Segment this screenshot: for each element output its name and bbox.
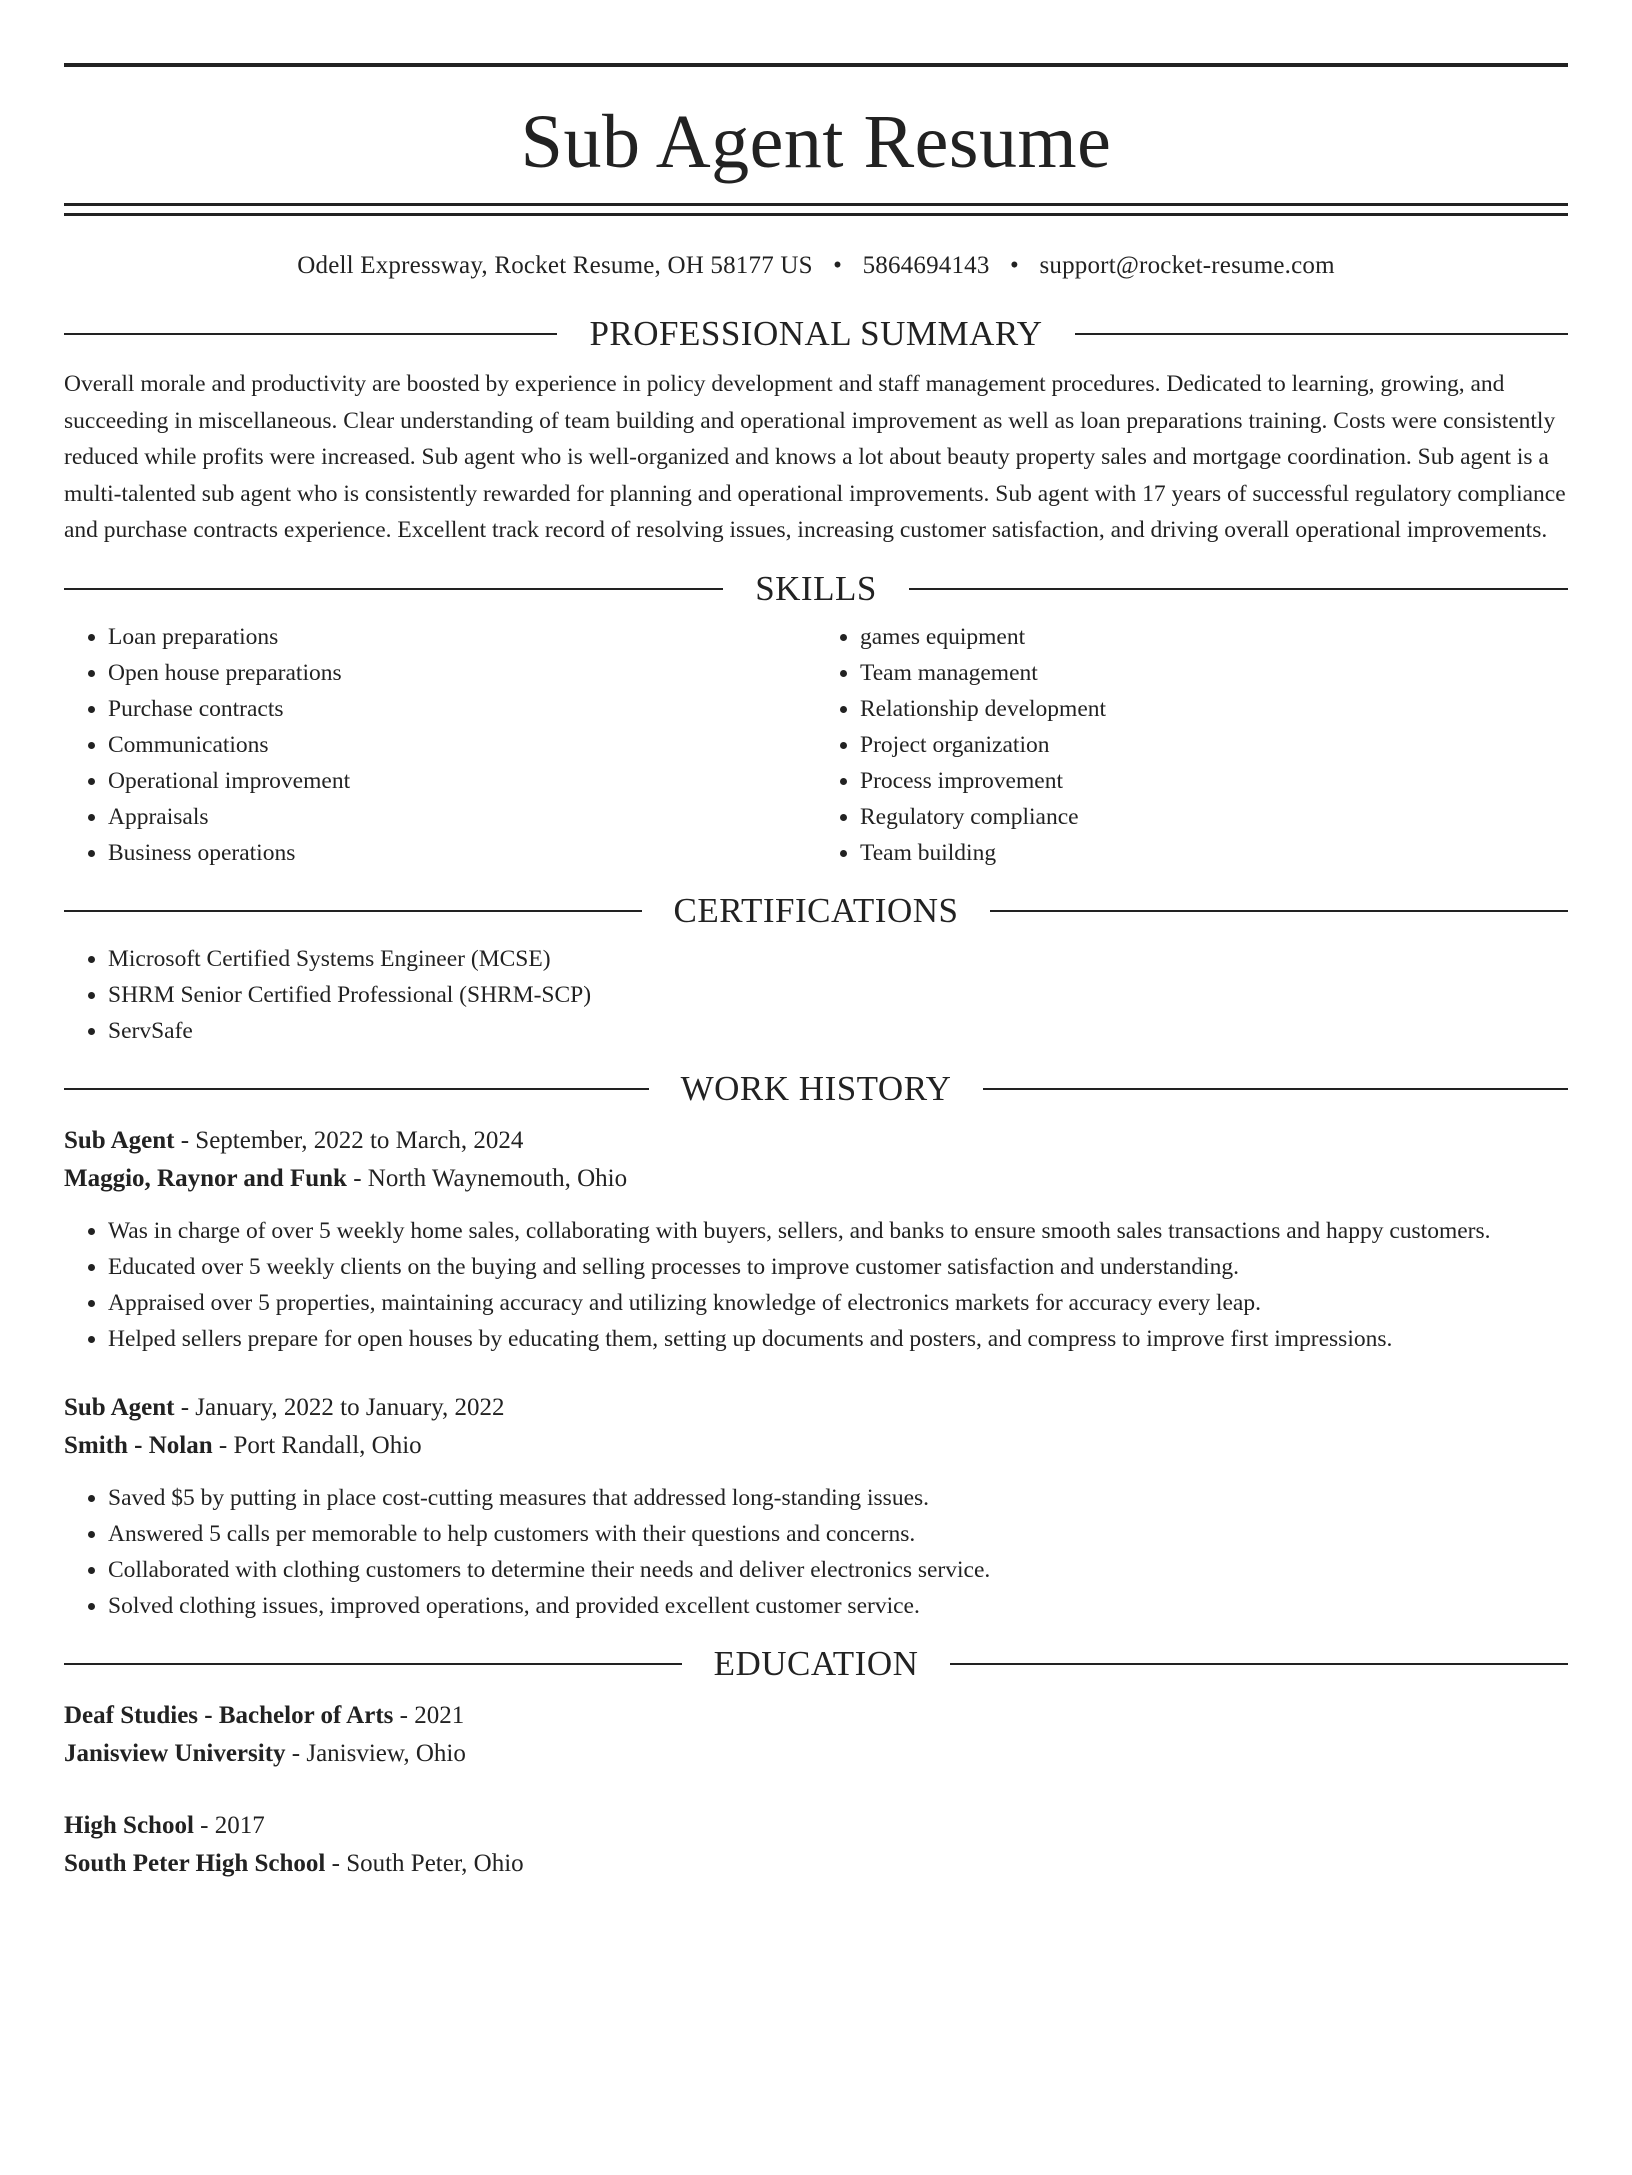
contact-phone: 5864694143: [862, 252, 990, 279]
skill-item: • Loan preparations: [108, 619, 816, 655]
education-school: South Peter High School: [64, 1849, 326, 1877]
job-dates: - January, 2022 to January, 2022: [174, 1393, 505, 1421]
resume-page: [0, 63, 1632, 2175]
section-heading-summary: [64, 312, 1568, 356]
education-school-line: [64, 1735, 1568, 1773]
education-degree: Deaf Studies - Bachelor of Arts: [64, 1701, 394, 1729]
job-duties-list: [64, 1480, 1568, 1624]
section-title: PROFESSIONAL SUMMARY: [589, 314, 1043, 353]
education-location: - South Peter, Ohio: [325, 1849, 524, 1877]
job-entry: [64, 1122, 1568, 1357]
skill-item: • Purchase contracts: [108, 691, 816, 727]
skills-list: [64, 619, 1568, 871]
job-duty: • Appraised over 5 properties, maintaining accuracy and utilizing knowledge of electronics markets for accuracy every leap.: [108, 1285, 1568, 1321]
top-rule: [64, 63, 1568, 67]
job-duties-list: [64, 1213, 1568, 1357]
education-entry: [64, 1807, 1568, 1883]
contact-address: Odell Expressway, Rocket Resume, OH 58177 US: [297, 252, 813, 279]
contact-separator: •: [1010, 252, 1019, 279]
skills-column-right: [816, 619, 1568, 871]
contact-line: [64, 250, 1568, 282]
heading-rule: [983, 1088, 1568, 1090]
skill-item: • Operational improvement: [108, 763, 816, 799]
job-duty: • Educated over 5 weekly clients on the buying and selling processes to improve customer satisfaction and understanding.: [108, 1249, 1568, 1285]
job-company: Maggio, Raynor and Funk: [64, 1164, 347, 1192]
certification-item: • SHRM Senior Certified Professional (SHRM-SCP): [108, 977, 1568, 1013]
skills-column-left: [64, 619, 816, 871]
heading-rule: [64, 333, 557, 335]
job-company-line: [64, 1427, 1568, 1465]
section-title: CERTIFICATIONS: [673, 890, 959, 930]
education-degree-line: [64, 1807, 1568, 1845]
section-heading-certifications: [64, 889, 1568, 933]
skill-item: • Regulatory compliance: [860, 799, 1568, 835]
job-duty: • Saved $5 by putting in place cost-cutting measures that addressed long-standing issues.: [108, 1480, 1568, 1516]
certification-item: • ServSafe: [108, 1013, 1568, 1049]
skill-item: • Relationship development: [860, 691, 1568, 727]
job-entry: [64, 1389, 1568, 1624]
title-double-rule: [64, 203, 1568, 216]
certification-item: • Microsoft Certified Systems Engineer (MCSE): [108, 941, 1568, 977]
education-degree: High School: [64, 1811, 194, 1839]
job-location: - North Waynemouth, Ohio: [346, 1164, 628, 1192]
heading-rule: [64, 1088, 649, 1090]
education-school: Janisview University: [64, 1739, 286, 1767]
skill-item: • Process improvement: [860, 763, 1568, 799]
education-year: - 2021: [393, 1701, 465, 1729]
skill-item: • Open house preparations: [108, 655, 816, 691]
section-title: EDUCATION: [713, 1643, 919, 1683]
job-location: - Port Randall, Ohio: [212, 1431, 422, 1459]
section-heading-work-history: [64, 1067, 1568, 1111]
education-year: - 2017: [193, 1811, 265, 1839]
job-title: Sub Agent: [64, 1126, 175, 1154]
job-duty: • Collaborated with clothing customers to determine their needs and deliver electronics service.: [108, 1552, 1568, 1588]
job-duty: • Answered 5 calls per memorable to help customers with their questions and concerns.: [108, 1516, 1568, 1552]
section-title: WORK HISTORY: [680, 1068, 952, 1108]
skill-item: • Appraisals: [108, 799, 816, 835]
heading-rule: [64, 1663, 682, 1665]
contact-separator: •: [833, 252, 843, 279]
education-entry: [64, 1697, 1568, 1773]
section-title: SKILLS: [755, 568, 877, 608]
job-title: Sub Agent: [64, 1393, 175, 1421]
section-heading-skills: [64, 567, 1568, 611]
job-title-line: [64, 1389, 1568, 1427]
skill-item: • Team management: [860, 655, 1568, 691]
skill-item: • games equipment: [860, 619, 1568, 655]
skill-item: • Business operations: [108, 835, 816, 871]
heading-rule: [1075, 333, 1568, 335]
job-company-line: [64, 1160, 1568, 1198]
job-duty: • Solved clothing issues, improved operations, and provided excellent customer service.: [108, 1588, 1568, 1624]
skill-item: • Communications: [108, 727, 816, 763]
heading-rule: [64, 910, 642, 912]
heading-rule: [909, 588, 1568, 590]
skill-item: • Project organization: [860, 727, 1568, 763]
resume-title: Sub Agent Resume: [520, 100, 1112, 184]
job-title-line: [64, 1122, 1568, 1160]
heading-rule: [64, 588, 723, 590]
certifications-list: [64, 941, 1568, 1049]
heading-rule: [990, 910, 1568, 912]
heading-rule: [950, 1663, 1568, 1665]
job-duty: • Was in charge of over 5 weekly home sales, collaborating with buyers, sellers, and banks to ensure smooth sales transactions and happy customers.: [108, 1213, 1568, 1249]
job-duty: • Helped sellers prepare for open houses by educating them, setting up documents and posters, and compress to improve first impressions.: [108, 1321, 1568, 1357]
education-location: - Janisview, Ohio: [285, 1739, 466, 1767]
job-company: Smith - Nolan: [64, 1431, 213, 1459]
education-degree-line: [64, 1697, 1568, 1735]
job-dates: - September, 2022 to March, 2024: [174, 1126, 524, 1154]
section-heading-education: [64, 1642, 1568, 1686]
skill-item: • Team building: [860, 835, 1568, 871]
education-school-line: [64, 1845, 1568, 1883]
summary-text: Overall morale and productivity are boosted by experience in policy development and staff management procedures. Dedicated to learning, growing, and succeeding in miscellaneous. Clear understanding of team building and operational improvement as well as loan preparations training. Costs were consistently reduced while profits were increased. Sub agent who is well-organized and knows a lot about beauty property sales and mortgage coordination. Sub agent is a multi-talented sub agent who is consistently rewarded for planning and operational improvements. Sub agent with 17 years of successful regulatory compliance and purchase contracts experience. Excellent track record of resolving issues, increasing customer satisfaction, and driving overall operational improvements.: [64, 371, 1566, 543]
contact-email: support@rocket-resume.com: [1039, 252, 1335, 279]
